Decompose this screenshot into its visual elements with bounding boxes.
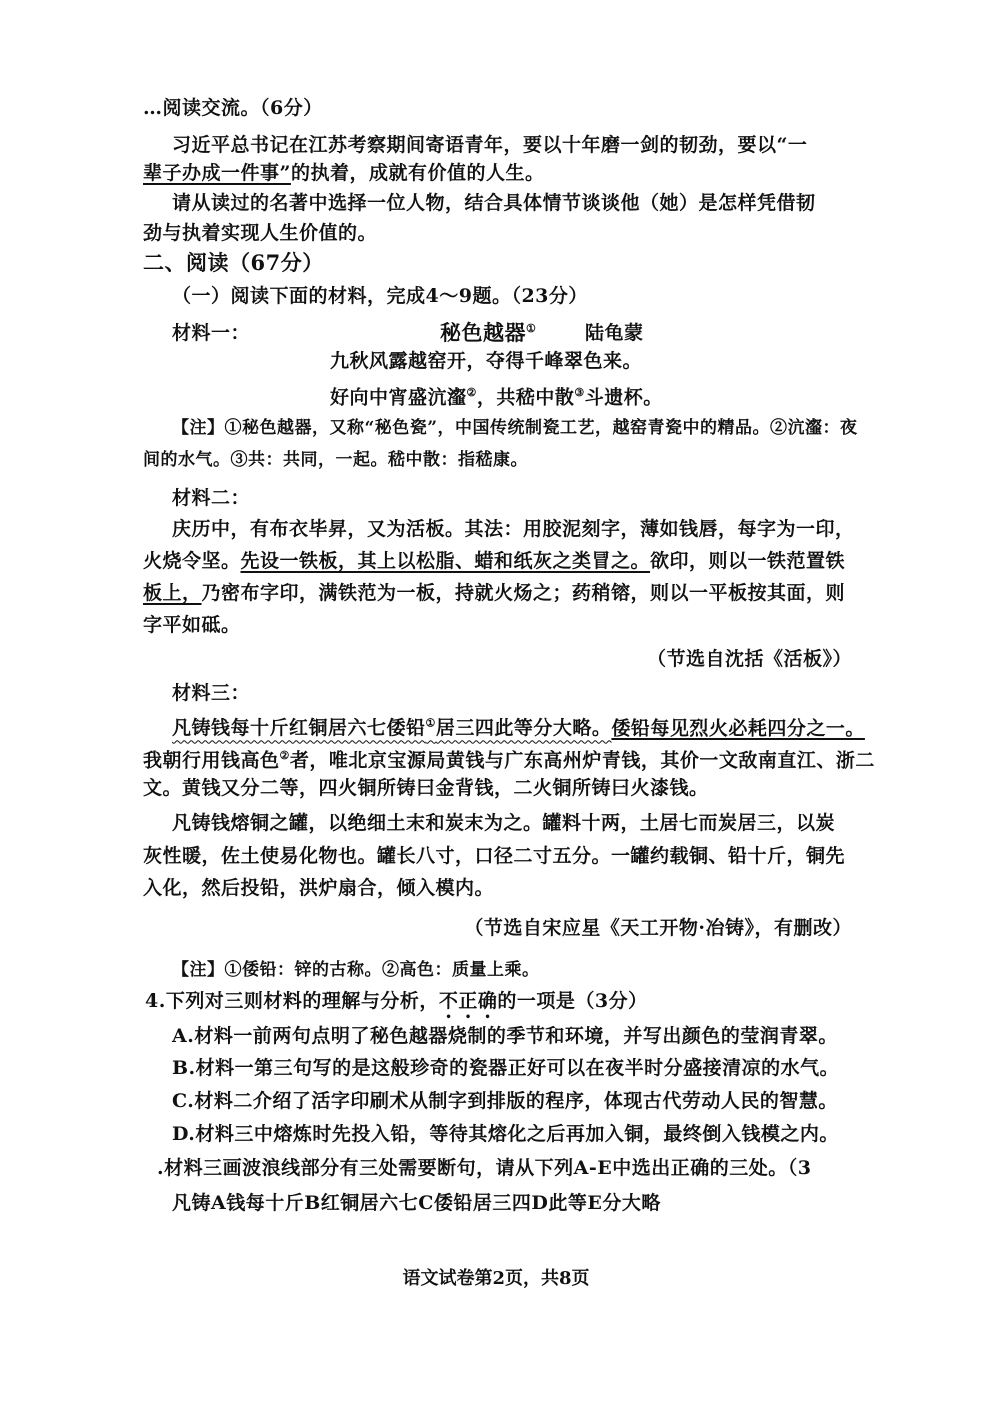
- poem-author: 陆龟蒙: [585, 322, 644, 344]
- q4-stem: [145, 988, 648, 1023]
- q3-paragraph-1b-rest: 的执着，成就有价值的人生。: [290, 162, 545, 184]
- material-2-line-2: [143, 548, 845, 574]
- material-3-line-4: 凡铸钱熔铜之罐，以绝细土末和炭末为之。罐料十两，土居七而炭居三，以炭: [172, 812, 836, 834]
- poem-line-2c: 斗遗杯。: [584, 386, 663, 409]
- q4-stem-a: 4.下列对三则材料的理解与分析，: [145, 990, 439, 1012]
- material-3-wavy-text: [172, 717, 611, 739]
- poem-title: [440, 316, 536, 346]
- material-2-line-3: [143, 580, 845, 606]
- material-1-note-a: 【注】①秘色越器，又称“秘色瓷”，中国传统制瓷工艺，越窑青瓷中的精品。②沆瀣：夜: [172, 418, 858, 438]
- poem-note-3: ③: [574, 386, 585, 399]
- q3-paragraph-1b: [143, 160, 544, 186]
- material-3-line-3: 文。黄钱又分二等，四火铜所铸曰金背钱，二火铜所铸曰火漆钱。: [143, 777, 709, 799]
- material-3-note-2: ②: [279, 749, 290, 762]
- page-footer: 语文试卷第2页，共8页: [402, 1268, 590, 1289]
- material-2-line-4: 字平如砥。: [143, 614, 241, 636]
- poem-line-2a: 好向中宵盛沆瀣: [330, 386, 467, 409]
- q5-stem: .材料三画波浪线部分有三处需要断句，请从下列A-E中选出正确的三处。（3: [157, 1157, 812, 1179]
- material-3-line-2: [143, 743, 875, 773]
- material-3-source: （节选自宋应星《天工开物·冶铸》，有删改）: [464, 917, 852, 939]
- material-3-label: 材料三：: [172, 682, 251, 704]
- material-3-wavy-a: 凡铸钱每十斤红铜居六七倭铅: [172, 717, 426, 740]
- q4-option-b: B.材料一第三句写的是这般珍奇的瓷器正好可以在夜半时分盛接清凉的水气。: [172, 1057, 840, 1079]
- poem-title-note: ①: [526, 322, 537, 335]
- q4-stem-b: 的一项是（3分）: [497, 990, 648, 1012]
- poem-line-2b: ，共嵇中散: [476, 386, 575, 409]
- material-3-wavy-b: 居三四此等分大略。: [435, 717, 612, 740]
- material-1-label: 材料一：: [172, 322, 251, 344]
- material-3-note: 【注】①倭铅：锌的古称。②高色：质量上乘。: [172, 960, 540, 980]
- q3-paragraph-2b: 劲与执着实现人生价值的。: [143, 222, 378, 244]
- q4-option-c: C.材料二介绍了活字印刷术从制字到排版的程序，体现古代劳动人民的智慧。: [172, 1090, 838, 1112]
- part-one-instruction: （一）阅读下面的材料，完成4～9题。（23分）: [172, 285, 588, 307]
- q4-option-d: D.材料三中熔炼时先投入铅，等待其熔化之后再加入铜，最终倒入钱模之内。: [172, 1123, 839, 1145]
- material-3-line-2a: 我朝行用钱高色: [143, 749, 280, 772]
- q3-paragraph-2a: 请从读过的名著中选择一位人物，结合具体情节谈谈他（她）是怎样凭借韧: [172, 192, 816, 214]
- q5-options: 凡铸A钱每十斤B红铜居六七C倭铅居三四D此等E分大略: [172, 1192, 661, 1214]
- material-2-line-1: 庆历中，有布衣毕昇，又为活板。其法：用胶泥刻字，薄如钱唇，每字为一印，: [172, 518, 855, 540]
- material-3-underlined: 倭铅每见烈火必耗四分之一。: [611, 717, 865, 740]
- q3-underlined-quote: 辈子办成一件事”: [143, 162, 291, 184]
- material-2-label: 材料二：: [172, 487, 251, 509]
- material-1-note-b: 间的水气。③共：共同，一起。嵇中散：指嵇康。: [143, 450, 528, 470]
- q4-option-a: A.材料一前两句点明了秘色越器烧制的季节和环境，并写出颜色的莹润青翠。: [172, 1025, 838, 1047]
- poem-line-2: [330, 380, 663, 410]
- poem-line-1: 九秋风露越窑开，夺得千峰翠色来。: [330, 350, 643, 372]
- poem-title-text: 秘色越器: [440, 320, 526, 345]
- material-2-line-2a: 火烧令坚。: [143, 550, 241, 572]
- poem-note-2: ②: [466, 386, 477, 399]
- q4-stem-emphasis: 不正确: [438, 990, 498, 1012]
- material-2-line-3b: 乃密布字印，满铁范为一板，持就火炀之；药稍镕，则以一平板按其面，则: [201, 582, 846, 604]
- material-2-underlined-b: 板上，: [143, 582, 202, 604]
- material-3-line-5: 灰性暖，佐土使易化物也。罐长八寸，口径二寸五分。一罐约载铜、铅十斤，铜先: [143, 845, 846, 867]
- material-3-line-6: 入化，然后投铅，洪炉扇合，倾入模内。: [143, 877, 495, 899]
- section-heading: 二、阅读（67分）: [143, 250, 324, 275]
- material-3-line-1: [172, 711, 865, 741]
- material-2-source: （节选自沈括《活板》）: [646, 648, 852, 670]
- material-3-line-2b: 者，唯北京宝源局黄钱与广东高州炉青钱，其价一文敌南直江、浙二: [289, 749, 875, 772]
- q3-fragment: …阅读交流。（6分）: [143, 97, 323, 119]
- q3-paragraph-1a: 习近平总书记在江苏考察期间寄语青年，要以十年磨一剑的韧劲，要以“一: [172, 134, 808, 156]
- material-3-note-1: ①: [425, 717, 436, 730]
- material-2-line-2c: 欲印，则以一铁范置铁: [650, 550, 846, 572]
- material-2-underlined-a: 先设一铁板，其上以松脂、蜡和纸灰之类冒之。: [240, 550, 651, 572]
